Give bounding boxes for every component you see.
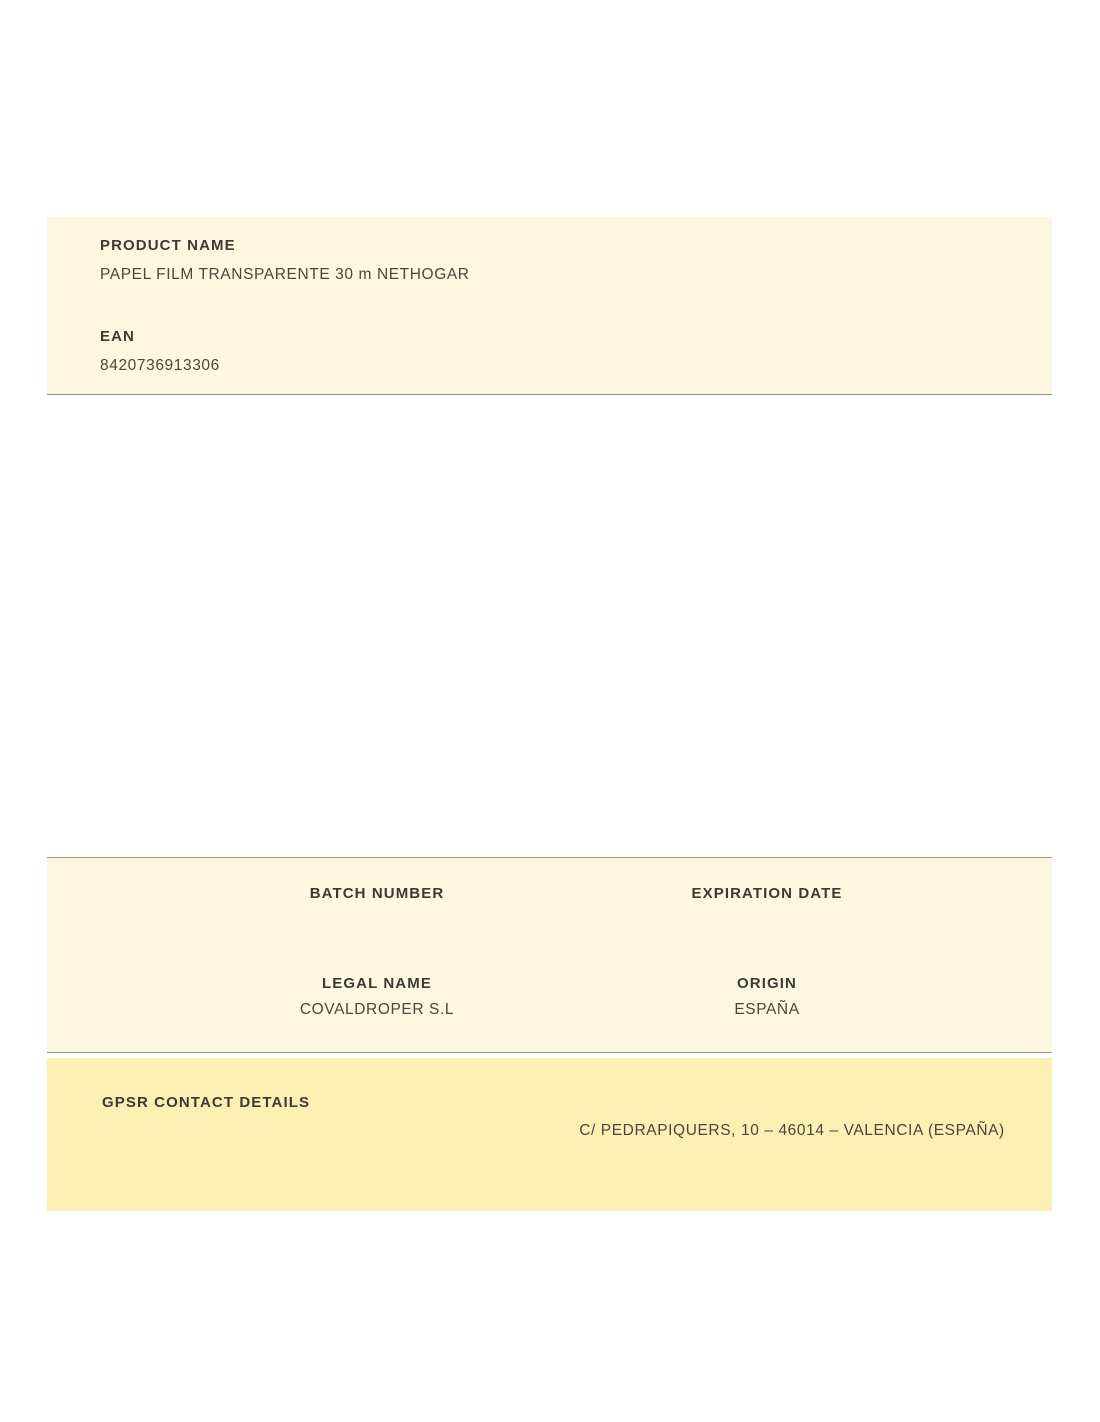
expiration-date-field xyxy=(587,885,947,929)
gpsr-contact-label: GPSR CONTACT DETAILS xyxy=(102,1094,311,1111)
legal-name-field xyxy=(197,975,557,1019)
product-name-label: PRODUCT NAME xyxy=(100,237,236,254)
expiration-date-label: EXPIRATION DATE xyxy=(691,885,843,902)
ean-label: EAN xyxy=(100,328,135,345)
gpsr-contact-value: C/ PEDRAPIQUERS, 10 – 46014 – VALENCIA (ESPAÑA) xyxy=(579,1122,1005,1139)
origin-label: ORIGIN xyxy=(737,975,797,992)
expiration-date-value xyxy=(587,911,947,929)
product-summary-block xyxy=(47,217,1052,395)
origin-field xyxy=(587,975,947,1019)
gpsr-contact-block xyxy=(47,1058,1052,1211)
origin-value: ESPAÑA xyxy=(734,1001,800,1018)
legal-name-label: LEGAL NAME xyxy=(322,975,432,992)
batch-number-field xyxy=(197,885,557,929)
batch-number-label: BATCH NUMBER xyxy=(309,885,445,902)
ean-value: 8420736913306 xyxy=(100,357,220,374)
batch-number-value xyxy=(197,911,557,929)
legal-name-value: COVALDROPER S.L xyxy=(299,1001,455,1018)
product-details-block xyxy=(47,857,1052,1053)
product-name-value: PAPEL FILM TRANSPARENTE 30 m NETHOGAR xyxy=(100,266,470,283)
